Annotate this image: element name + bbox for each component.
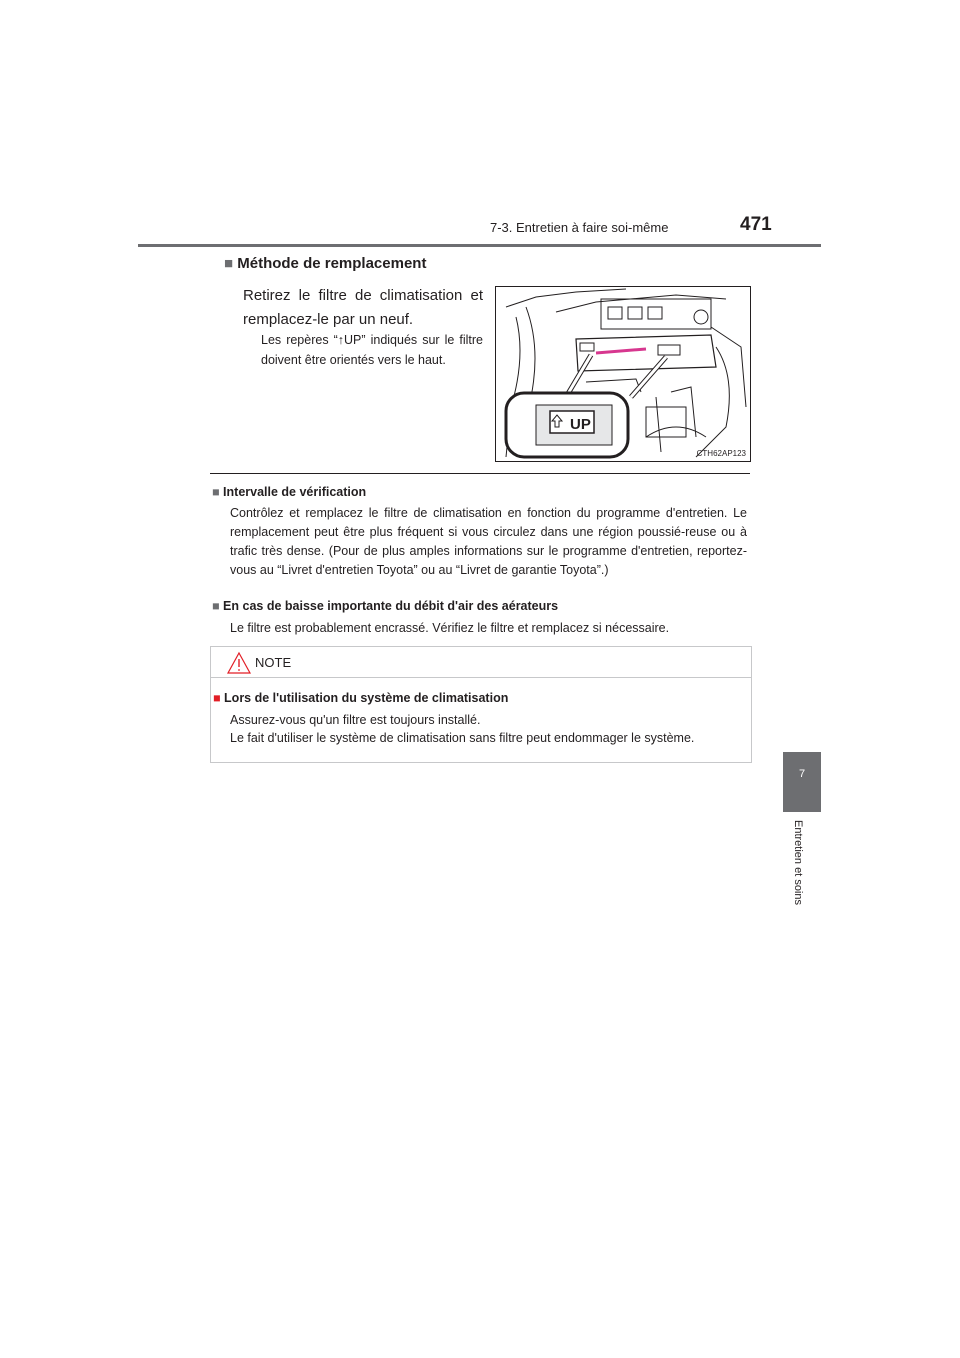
note-box-header [211, 647, 751, 678]
note-bullet: ■ [212, 599, 220, 613]
note-heading-airflow [212, 599, 558, 613]
header-rule [138, 244, 821, 247]
filter-illustration-drawing [496, 287, 750, 461]
note-title: Intervalle de vérification [223, 485, 367, 499]
instruction-text: Retirez le filtre de climatisation et remplacez-le par un neuf. [243, 287, 483, 328]
separator [210, 473, 750, 474]
section-title: 7-3. Entretien à faire soi-même [490, 220, 669, 235]
sub-instruction-text: Les repères “↑UP” indiqués sur le filtre doivent être orientés vers le haut. [261, 333, 483, 367]
up-label: UP [570, 416, 591, 433]
note-bullet: ■ [212, 485, 220, 499]
figure-caption: CTH62AP123 [696, 449, 746, 458]
note-box-line-1: Assurez-vous qu'un filtre est toujours installé. [230, 713, 481, 727]
page-number: 471 [740, 214, 772, 235]
note-box-bullet: ■ [213, 691, 221, 705]
note-title: En cas de baisse importante du débit d'air des aérateurs [223, 599, 559, 613]
note-text-airflow: Le filtre est probablement encrassé. Vérifiez le filtre et remplacez si nécessaire. [230, 621, 670, 635]
note-box-item-heading [213, 691, 508, 705]
note-box-title: NOTE [255, 655, 292, 670]
heading-bullet: ■ [224, 255, 234, 272]
heading-replacement-method [224, 255, 426, 272]
note-text-interval: Contrôlez et remplacez le filtre de climatisation en fonction du programme d'entretien. Le remplacement peut être plus fréquent si vous circulez dans une région poussié-reuse ou à trafic très dense. (Pour de plus amples informations sur le programme d'entretien, reportez-vous au “Livret d'entretien Toyota” ou au “Livret de garantie Toyota”.) [230, 506, 747, 577]
note-box-item-text [230, 711, 745, 747]
note-box-line-2: Le fait d'utiliser le système de climatisation sans filtre peut endommager le système. [230, 731, 695, 745]
note-box [210, 646, 752, 763]
warning-triangle-icon [226, 651, 252, 675]
note-heading-interval [212, 485, 366, 499]
filter-illustration [495, 286, 751, 462]
chapter-tab [783, 752, 821, 812]
chapter-label: Entretien et soins [792, 820, 804, 905]
heading-text: Méthode de remplacement [237, 255, 427, 272]
note-box-item-title: Lors de l'utilisation du système de climatisation [224, 691, 509, 705]
chapter-number: 7 [798, 768, 806, 780]
